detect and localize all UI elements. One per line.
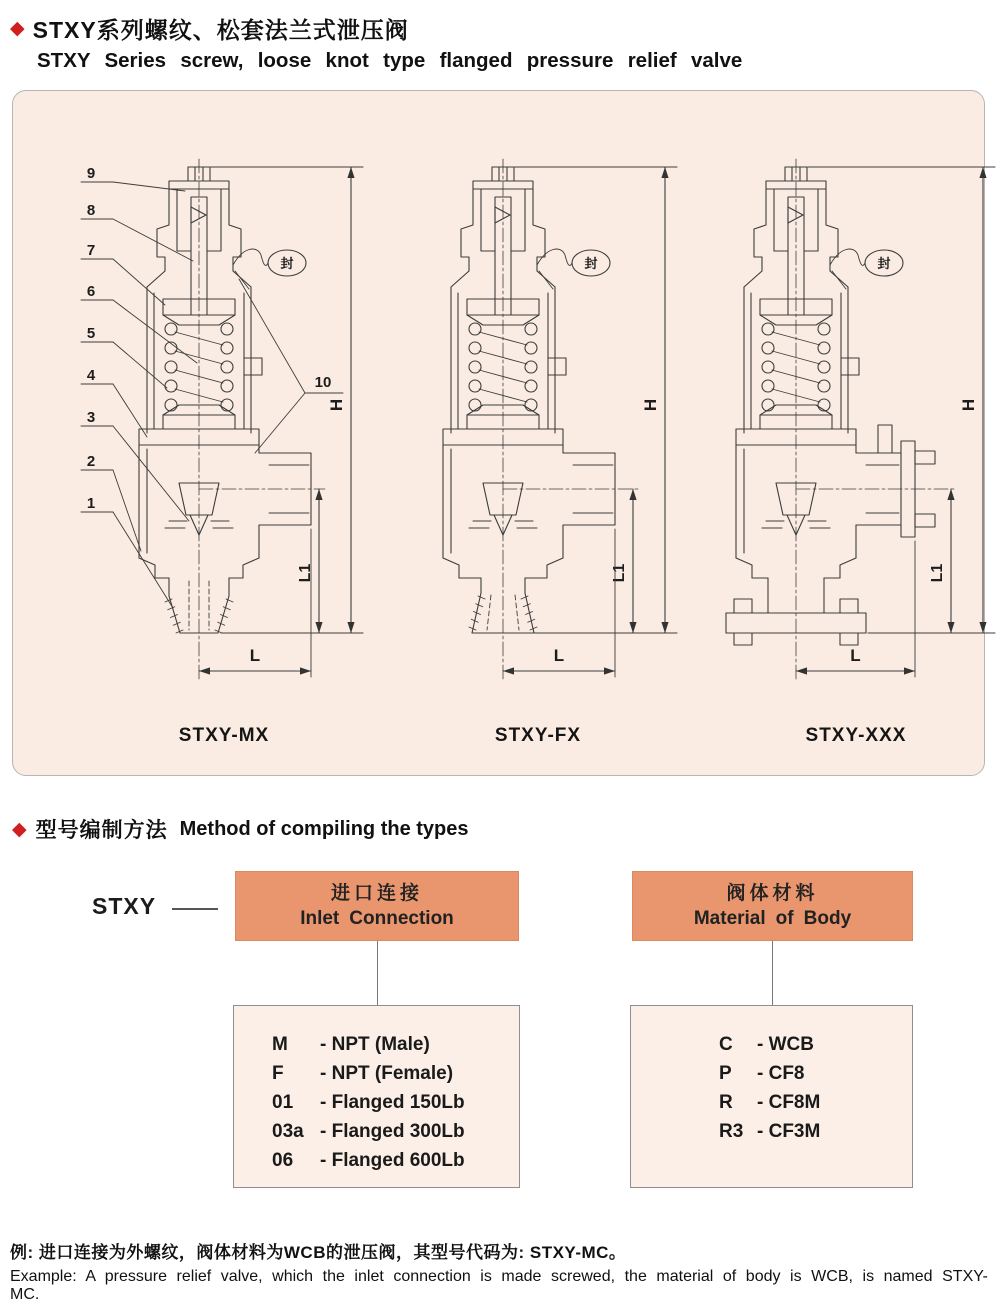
- page-title-en: STXY Series screw, loose knot type flanged pressure relief valve: [37, 49, 743, 72]
- valve-caption-fx: STXY-FX: [494, 725, 582, 746]
- option-desc: - Flanged 600Lb: [320, 1150, 465, 1171]
- method-heading-zh: 型号编制方法: [35, 819, 168, 842]
- svg-text:7: 7: [86, 242, 96, 259]
- diamond-bullet-icon: ◆: [12, 818, 27, 840]
- svg-text:封: 封: [877, 256, 891, 271]
- svg-text:H: H: [327, 398, 346, 412]
- connector-line-inlet: [377, 941, 378, 1005]
- option-code: R3: [719, 1121, 744, 1142]
- svg-text:6: 6: [86, 283, 96, 300]
- svg-text:9: 9: [86, 165, 96, 182]
- page-title-zh: STXY系列螺纹、松套法兰式泄压阀: [32, 17, 409, 43]
- valve-caption-mx: STXY-MX: [178, 725, 270, 746]
- option-desc: - CF8: [757, 1063, 805, 1084]
- svg-text:1: 1: [86, 495, 96, 512]
- valve-figure-mx: [69, 153, 379, 747]
- material-box-title-zh: 阀体材料: [726, 883, 819, 904]
- valve-drawing-fx: [383, 153, 693, 713]
- option-code: P: [719, 1063, 732, 1084]
- option-code: 03a: [272, 1121, 304, 1142]
- option-code: M: [272, 1034, 288, 1055]
- inlet-box-title-zh: 进口连接: [330, 883, 423, 904]
- page-header: [10, 12, 742, 73]
- option-code: 01: [272, 1092, 294, 1113]
- option-desc: - CF3M: [757, 1121, 821, 1142]
- example-block: [10, 1238, 992, 1304]
- option-row: [719, 1030, 912, 1059]
- valve-drawing-mx: [69, 153, 379, 713]
- svg-text:8: 8: [86, 202, 96, 219]
- valve-drawing-xxx: [701, 153, 1000, 713]
- svg-text:L1: L1: [611, 563, 628, 583]
- svg-text:2: 2: [86, 453, 96, 470]
- body-material-box: [632, 871, 913, 941]
- material-options-list: [630, 1005, 913, 1188]
- option-desc: - Flanged 300Lb: [320, 1121, 465, 1142]
- valve-figure-fx: [383, 153, 693, 747]
- inlet-options-list: [233, 1005, 520, 1188]
- inlet-connection-box: [235, 871, 519, 941]
- diamond-bullet-icon: ◆: [10, 18, 25, 39]
- option-desc: - NPT (Female): [320, 1063, 454, 1084]
- svg-text:L: L: [850, 646, 861, 665]
- option-desc: - NPT (Male): [320, 1034, 430, 1055]
- svg-text:H: H: [959, 398, 978, 412]
- svg-text:L: L: [249, 646, 261, 665]
- option-code: F: [272, 1063, 284, 1084]
- option-desc: - CF8M: [757, 1092, 821, 1113]
- title-line-zh: [10, 12, 742, 45]
- svg-text:封: 封: [280, 256, 294, 271]
- option-desc: - Flanged 150Lb: [320, 1092, 465, 1113]
- method-section-header: [12, 814, 469, 844]
- option-row: [719, 1059, 912, 1088]
- option-code: R: [719, 1092, 733, 1113]
- option-code: 06: [272, 1150, 294, 1171]
- svg-text:5: 5: [86, 325, 96, 342]
- model-prefix-label: STXY: [92, 893, 157, 919]
- connector-line-material: [772, 941, 773, 1005]
- option-row: [272, 1146, 519, 1175]
- option-row: [719, 1088, 912, 1117]
- option-row: [272, 1059, 519, 1088]
- option-row: [272, 1088, 519, 1117]
- option-code: C: [719, 1034, 733, 1055]
- svg-text:L1: L1: [929, 563, 946, 583]
- option-row: [272, 1117, 519, 1146]
- svg-text:L1: L1: [297, 563, 314, 583]
- svg-text:10: 10: [314, 374, 332, 391]
- option-row: [719, 1117, 912, 1146]
- svg-text:封: 封: [584, 256, 598, 271]
- option-row: [272, 1030, 519, 1059]
- drawings-panel: [12, 90, 985, 776]
- example-text-en: Example: A pressure relief valve, which the inlet connection is made screwed, the material of body is WCB, is named STXY-MC.: [10, 1268, 988, 1303]
- prefix-connector-line: [172, 908, 218, 910]
- valve-figure-xxx: [701, 153, 1000, 747]
- svg-text:3: 3: [86, 409, 96, 426]
- svg-text:L: L: [553, 646, 565, 665]
- svg-text:H: H: [641, 398, 660, 412]
- valve-caption-xxx: STXY-XXX: [805, 725, 907, 746]
- example-text-zh: 例: 进口连接为外螺纹，阀体材料为WCB的泄压阀，其型号代码为: STXY-MC。: [10, 1243, 627, 1262]
- method-heading-en: Method of compiling the types: [179, 817, 469, 840]
- material-box-title-en: Material of Body: [693, 908, 852, 929]
- option-desc: - WCB: [757, 1034, 814, 1055]
- svg-text:4: 4: [86, 367, 96, 384]
- inlet-box-title-en: Inlet Connection: [300, 908, 454, 929]
